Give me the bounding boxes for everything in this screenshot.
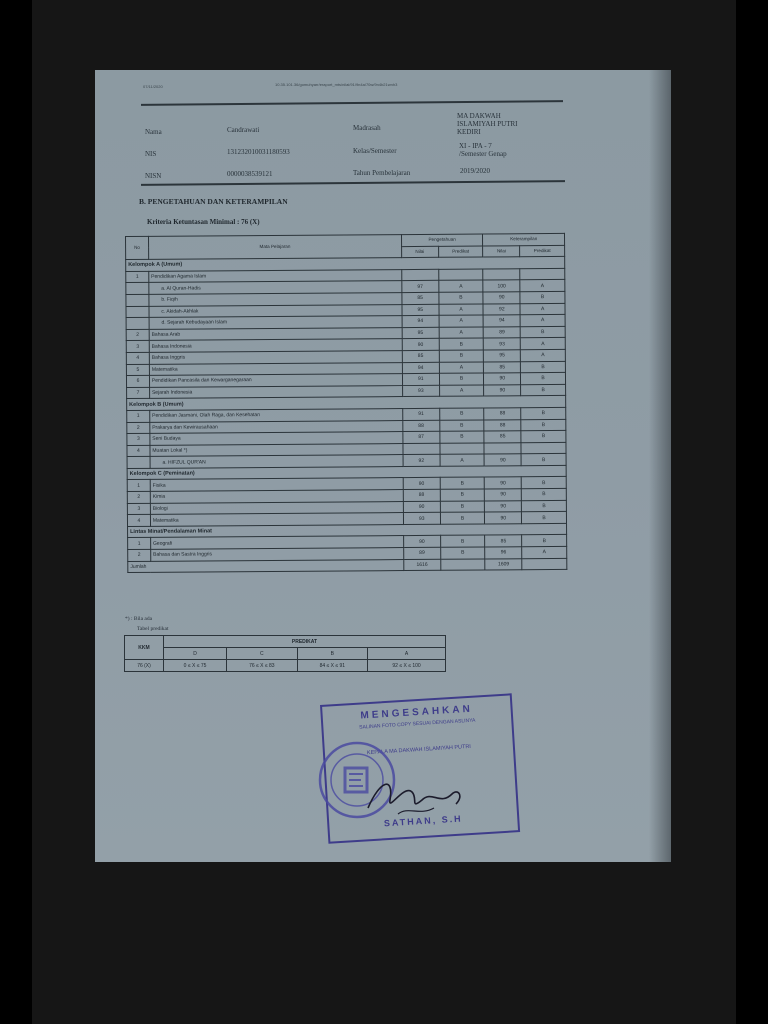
group-label: Kelompok A (Umum) [126, 257, 565, 272]
row-knowledge-score: 88 [403, 489, 440, 501]
row-knowledge-score: 97 [402, 281, 439, 293]
row-no: 4 [127, 515, 150, 527]
row-no [127, 457, 150, 469]
row-skill-predicate [521, 442, 566, 454]
row-knowledge-predicate: A [439, 304, 484, 316]
row-no: 2 [126, 329, 149, 341]
nisn-value: 0000038539121 [227, 170, 273, 178]
class-value [459, 142, 549, 158]
row-knowledge-score: 91 [402, 373, 439, 385]
row-no: 2 [127, 491, 150, 503]
row-no: 3 [127, 503, 150, 515]
pred-grade-c: C [227, 648, 298, 660]
row-no [126, 317, 149, 329]
row-skill-score: 90 [483, 292, 520, 304]
row-subject: Prakarya dan Kewirausahaan [150, 420, 403, 433]
row-skill-predicate: B [521, 407, 566, 419]
col-subject: Mata Pelajaran [148, 235, 401, 260]
row-knowledge-predicate: B [439, 338, 484, 350]
section-title: B. PENGETAHUAN DAN KETERAMPILAN [139, 197, 288, 206]
row-skill-predicate: B [520, 291, 565, 303]
stamp-title: MENGESAHKAN [360, 703, 474, 722]
row-knowledge-predicate: A [439, 315, 484, 327]
row-subject: Matematika [150, 513, 403, 526]
row-subject: a. Al Quran-Hadis [149, 281, 402, 294]
row-knowledge-score: 90 [403, 478, 440, 490]
row-knowledge-score: 94 [402, 315, 439, 327]
row-knowledge-score: 85 [402, 350, 439, 362]
row-knowledge-predicate: A [440, 454, 485, 466]
row-knowledge-predicate: B [439, 350, 484, 362]
school-name [457, 112, 547, 136]
row-skill-predicate [520, 268, 565, 280]
row-knowledge-predicate: B [440, 547, 485, 559]
row-no [126, 306, 149, 318]
row-subject: c. Akidah-Akhlak [149, 304, 402, 317]
row-knowledge-predicate: A [438, 280, 483, 292]
row-skill-predicate: B [521, 373, 566, 385]
row-knowledge-predicate: A [439, 327, 484, 339]
row-knowledge-score [402, 269, 439, 281]
row-knowledge-score [403, 443, 440, 455]
nisn-label: NISN [145, 172, 162, 180]
row-knowledge-predicate: B [440, 489, 485, 501]
row-skill-score: 90 [484, 373, 521, 385]
predicate-table-title: Tabel predikat [137, 626, 169, 632]
row-subject: Bahasa dan Sastra Inggris [151, 548, 404, 561]
class-line-1: XI - IPA - 7 [459, 142, 492, 150]
grades-body [126, 257, 567, 573]
print-date: 07/11/2020 [143, 84, 163, 89]
row-skill-score: 95 [484, 350, 521, 362]
row-subject: b. Fiqih [149, 293, 402, 306]
row-subject: Matematika [149, 362, 402, 375]
row-skill-score: 85 [484, 431, 521, 443]
row-skill-predicate: B [521, 419, 566, 431]
row-knowledge-predicate: A [439, 362, 484, 374]
row-no: 2 [128, 549, 151, 561]
stamp-line1: SALINAN FOTO COPY SESUAI DENGAN ASLINYA [359, 717, 476, 731]
row-knowledge-score: 93 [402, 385, 439, 397]
row-knowledge-score: 87 [403, 431, 440, 443]
row-subject: Pendidikan Agama Islam [149, 269, 402, 282]
row-skill-score: 90 [485, 500, 522, 512]
row-knowledge-score: 95 [402, 327, 439, 339]
grades-table [125, 233, 567, 573]
footnote: *) : Bila ada [125, 616, 153, 622]
row-knowledge-score: 94 [402, 362, 439, 374]
row-knowledge-predicate [440, 443, 485, 455]
row-skill-score: 85 [485, 535, 522, 547]
col-no: No [126, 236, 149, 259]
row-skill-predicate: B [521, 477, 566, 489]
row-knowledge-score: 92 [403, 455, 440, 467]
row-subject: Bahasa Indonesia [149, 339, 402, 352]
row-skill-predicate: B [521, 431, 566, 443]
row-skill-score: 96 [485, 547, 522, 559]
year-label: Tahun Pembelajaran [353, 169, 411, 177]
row-skill-predicate: A [520, 303, 565, 315]
total-skill-predicate [522, 558, 567, 570]
row-skill-score: 90 [485, 512, 522, 524]
total-row [128, 558, 567, 573]
print-url: 10.35.101.36/gomuhyarr/eraport_mts/nilai/91/9n4a/70w/9n4b21wnh3 [275, 82, 398, 87]
pred-grade-d: D [164, 648, 227, 660]
pred-grade-b: B [297, 648, 368, 660]
col-knowledge-predicate: Predikat [438, 246, 483, 258]
group-label: Lintas Minat/Pendalaman Minat [128, 523, 567, 538]
row-knowledge-score: 93 [403, 513, 440, 525]
row-no: 2 [127, 422, 150, 434]
row-knowledge-predicate: B [440, 535, 485, 547]
row-knowledge-score: 88 [403, 420, 440, 432]
row-skill-predicate: B [521, 361, 566, 373]
row-no: 4 [127, 445, 150, 457]
col-skill: Keterampilan [483, 233, 565, 245]
row-skill-predicate: A [522, 546, 567, 558]
nis-label: NIS [145, 150, 157, 158]
class-line-2: /Semester Genap [459, 150, 507, 158]
kkm-title: Kriteria Ketuntasan Minimal : 76 (X) [147, 218, 260, 226]
row-skill-score [484, 442, 521, 454]
school-line-3: KEDIRI [457, 128, 481, 136]
header-bottom-rule [141, 180, 565, 185]
row-no: 6 [126, 375, 149, 387]
row-knowledge-score: 90 [403, 501, 440, 513]
row-subject: Fisika [150, 478, 403, 491]
row-knowledge-score: 90 [402, 339, 439, 351]
name-value: Candrawati [227, 126, 260, 134]
pred-grade-a: A [368, 648, 446, 660]
stamp-name: SATHAN, S.H [383, 813, 463, 829]
total-knowledge: 1616 [404, 559, 441, 571]
row-subject: Kimia [150, 490, 403, 503]
row-no: 4 [126, 352, 149, 364]
row-skill-score: 88 [484, 419, 521, 431]
header-top-rule [141, 100, 563, 106]
row-skill-score: 89 [484, 326, 521, 338]
school-label: Madrasah [353, 124, 381, 132]
row-knowledge-predicate: B [440, 431, 485, 443]
row-subject: Bahasa Arab [149, 327, 402, 340]
total-skill: 1609 [485, 558, 522, 570]
row-skill-score [483, 269, 520, 281]
col-knowledge: Pengetahuan [401, 234, 483, 246]
col-skill-score: Nilai [483, 245, 520, 257]
row-skill-predicate: B [521, 454, 566, 466]
row-no: 1 [127, 480, 150, 492]
row-subject: Geografi [150, 536, 403, 549]
pred-range-c: 76 ≤ X ≤ 83 [227, 660, 298, 672]
row-knowledge-predicate [438, 269, 483, 281]
row-skill-predicate: B [522, 512, 567, 524]
row-subject: Seni Budaya [150, 432, 403, 445]
row-no: 5 [126, 364, 149, 376]
row-knowledge-score: 89 [404, 547, 441, 559]
row-knowledge-predicate: B [439, 373, 484, 385]
row-no [126, 294, 149, 306]
row-skill-score: 100 [483, 280, 520, 292]
signature-icon [360, 770, 470, 820]
row-skill-score: 93 [484, 338, 521, 350]
row-skill-predicate: A [521, 349, 566, 361]
group-label: Kelompok B (Umum) [127, 396, 566, 411]
pred-range-b: 84 ≤ X ≤ 91 [297, 660, 368, 672]
row-knowledge-predicate: B [439, 292, 484, 304]
report-card-photo [95, 70, 671, 862]
row-skill-score: 90 [484, 454, 521, 466]
name-label: Nama [145, 128, 162, 136]
predicate-table [124, 635, 446, 672]
row-no: 1 [127, 410, 150, 422]
row-knowledge-score: 90 [403, 536, 440, 548]
nis-value: 131232010031180593 [227, 148, 290, 156]
row-skill-score: 94 [483, 315, 520, 327]
row-skill-score: 90 [485, 477, 522, 489]
year-value: 2019/2020 [460, 167, 490, 175]
pred-kkm-value: 76 (X) [125, 660, 164, 672]
row-subject: Pendidikan Pancasila dan Kewarganegaraan [149, 374, 402, 387]
col-knowledge-score: Nilai [401, 246, 438, 258]
stamp-line2: KEPALA MA DAKWAH ISLAMIYAH PUTRI [366, 743, 472, 757]
row-knowledge-predicate: B [440, 512, 485, 524]
left-border [0, 0, 32, 1024]
row-skill-predicate: B [522, 500, 567, 512]
page-edge-shadow [649, 70, 671, 862]
row-subject: Pendidikan Jasmani, Olah Raga, dan Kesehatan [150, 408, 403, 421]
row-skill-score: 92 [483, 303, 520, 315]
row-knowledge-score: 95 [402, 304, 439, 316]
total-label: Jumlah [128, 559, 404, 573]
pred-predikat-header: PREDIKAT [164, 636, 446, 648]
school-line-2: ISLAMIYAH PUTRI [457, 120, 518, 128]
row-no: 1 [126, 271, 149, 283]
row-skill-score: 88 [484, 408, 521, 420]
row-skill-score: 85 [484, 361, 521, 373]
group-label: Kelompok C (Peminatan) [127, 465, 566, 480]
row-knowledge-predicate: B [439, 419, 484, 431]
row-skill-predicate: B [522, 535, 567, 547]
row-subject: d. Sejarah Kebudayaan Islam [149, 316, 402, 329]
row-subject: Sejarah Indonesia [149, 385, 402, 398]
row-subject: a. HIFZUL QUR'AN [150, 455, 403, 468]
row-knowledge-score: 85 [402, 292, 439, 304]
row-no: 1 [128, 538, 151, 550]
pred-range-d: 0 ≤ X ≤ 75 [164, 660, 227, 672]
row-skill-score: 90 [484, 384, 521, 396]
row-skill-predicate: B [521, 488, 566, 500]
row-no: 3 [127, 433, 150, 445]
row-skill-predicate: A [520, 315, 565, 327]
row-no: 7 [127, 387, 150, 399]
col-skill-predicate: Predikat [520, 245, 565, 257]
row-subject: Bahasa Inggris [149, 351, 402, 364]
school-line-1: MA DAKWAH [457, 112, 501, 120]
row-no: 3 [126, 341, 149, 353]
pred-kkm-header: KKM [125, 636, 164, 660]
row-subject: Muatan Lokal *) [150, 443, 403, 456]
row-skill-predicate: B [520, 326, 565, 338]
row-knowledge-predicate: A [439, 385, 484, 397]
row-skill-predicate: A [520, 280, 565, 292]
class-label: Kelas/Semester [353, 147, 397, 155]
row-knowledge-predicate: B [440, 501, 485, 513]
pred-range-a: 92 ≤ X ≤ 100 [368, 660, 446, 672]
row-skill-predicate: B [521, 384, 566, 396]
right-border [736, 0, 768, 1024]
row-subject: Biologi [150, 501, 403, 514]
row-skill-score: 90 [485, 489, 522, 501]
row-knowledge-score: 91 [403, 408, 440, 420]
row-knowledge-predicate: B [439, 408, 484, 420]
row-skill-predicate: A [520, 338, 565, 350]
row-knowledge-predicate: B [440, 477, 485, 489]
row-no [126, 283, 149, 295]
total-knowledge-predicate [440, 559, 485, 571]
